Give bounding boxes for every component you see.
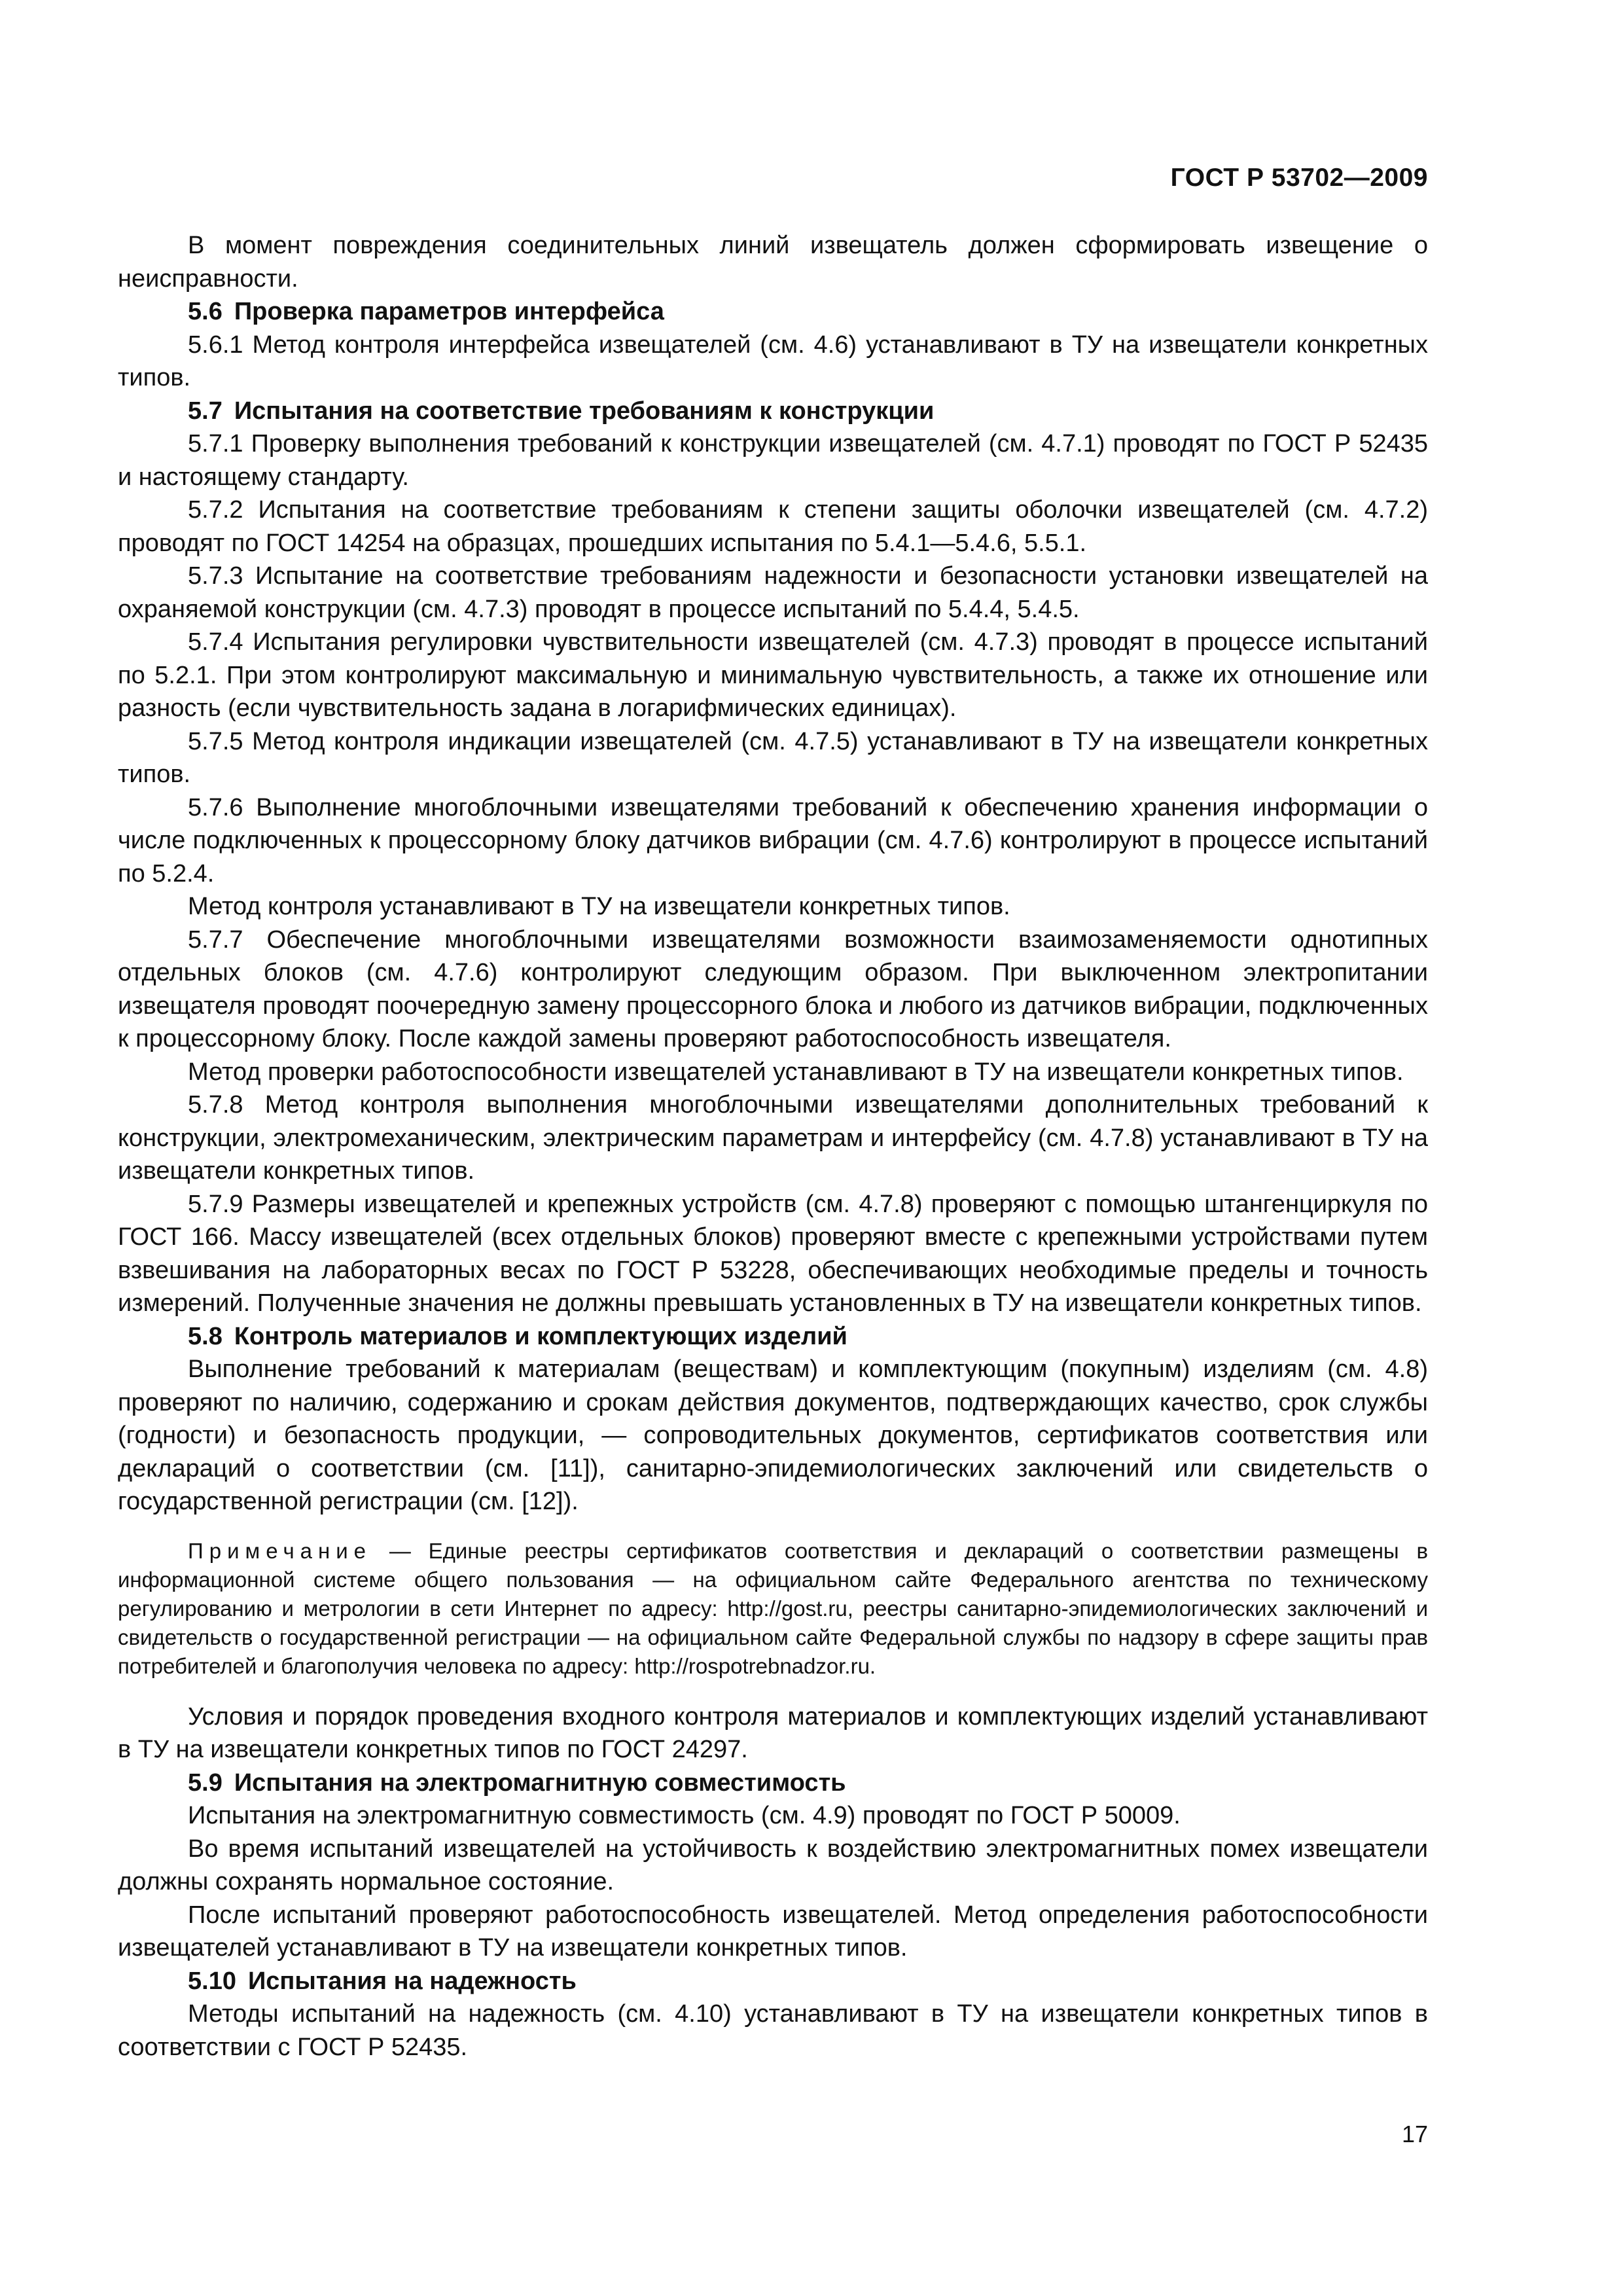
section-heading-5-9 xyxy=(118,1767,1428,1800)
page-body xyxy=(118,229,1428,2064)
section-title: Испытания на соответствие требованиям к конструкции xyxy=(234,397,935,425)
paragraph-5-7-1: 5.7.1 Проверку выполнения требований к конструкции извещателей (см. 4.7.1) проводят по ГОСТ Р 52435 и настоящему стандарту. xyxy=(118,430,1428,491)
paragraph-5-7-3: 5.7.3 Испытание на соответствие требованиям надежности и безопасности установки извещателей на охраняемой конструкции (см. 4.7.3) проводят в процессе испытаний по 5.4.4, 5.4.5. xyxy=(118,562,1428,623)
paragraph: Методы испытаний на надежность (см. 4.10) устанавливают в ТУ на извещатели конкретных типов в соответствии с ГОСТ Р 52435. xyxy=(118,2000,1428,2061)
paragraph-5-7-8: 5.7.8 Метод контроля выполнения многоблочными извещателями дополнительных требований к конструкции, электромеханическим, электрическим параметрам и интерфейсу (см. 4.7.8) устанавливают в ТУ на извещатели конкретных типов. xyxy=(118,1091,1428,1185)
note-text: — Единые реестры сертификатов соответствия и деклараций о соответствии размещены в информационной системе общего пользования — на официальном сайте Федерального агентства по техническому регулированию и метрологии в сети Интернет по адресу: http://gost.ru, реестры санитарно-эпидемиологических заключений и свидетельств о государственной регистрации — на официальном сайте Федеральной службы по надзору в сфере защиты прав потребителей и благополучия человека по адресу: http://rospotrebnadzor.ru. xyxy=(118,1538,1428,1678)
section-title: Испытания на надежность xyxy=(247,1967,577,1995)
section-number: 5.8 xyxy=(188,1322,223,1350)
section-title: Проверка параметров интерфейса xyxy=(234,298,664,325)
paragraph-5-7-2: 5.7.2 Испытания на соответствие требованиям к степени защиты оболочки извещателей (см. 4.7.2) проводят по ГОСТ 14254 на образцах, прошедших испытания по 5.4.1—5.4.6, 5.5.1. xyxy=(118,496,1428,557)
section-title: Контроль материалов и комплектующих изделий xyxy=(234,1322,847,1350)
paragraph-5-6-1: 5.6.1 Метод контроля интерфейса извещателей (см. 4.6) устанавливают в ТУ на извещатели конкретных типов. xyxy=(118,331,1428,391)
note-label: Примечание xyxy=(188,1538,372,1563)
section-heading-5-7 xyxy=(118,395,1428,428)
section-number: 5.6 xyxy=(188,298,223,325)
paragraph-5-7-7: 5.7.7 Обеспечение многоблочными извещателями возможности взаимозаменяемости однотипных отдельных блоков (см. 4.7.6) контролируют следующим образом. При выключенном электропитании извещателя проводят поочередную замену процессорного блока и любого из датчиков вибрации, подключенных к процессорному блоку. После каждой замены проверяют работоспособность извещателя. xyxy=(118,925,1428,1052)
note xyxy=(118,1537,1428,1681)
section-heading-5-6 xyxy=(118,295,1428,329)
section-heading-5-8 xyxy=(118,1320,1428,1354)
paragraph-5-7-6: 5.7.6 Выполнение многоблочными извещателями требований к обеспечению хранения информации о числе подключенных к процессорному блоку датчиков вибрации (см. 4.7.6) контролируют в процессе испытаний по 5.2.4. xyxy=(118,793,1428,888)
section-number: 5.7 xyxy=(188,397,223,425)
paragraph: После испытаний проверяют работоспособность извещателей. Метод определения работоспособности извещателей устанавливают в ТУ на извещатели конкретных типов. xyxy=(118,1901,1428,1962)
page-number: 17 xyxy=(1401,2121,1428,2147)
paragraph-5-8: Выполнение требований к материалам (веществам) и комплектующим (покупным) изделиям (см. 4.8) проверяют по наличию, содержанию и срокам действия документов, подтверждающих качество, срок службы (годности) и безопасность продукции, — сопроводительных документов, сертификатов соответствия или деклараций о соответствии (см. [11]), санитарно-эпидемиологических заключений или свидетельств о государственной регистрации (см. [12]). xyxy=(118,1355,1428,1515)
paragraph: Испытания на электромагнитную совместимость (см. 4.9) проводят по ГОСТ Р 50009. xyxy=(188,1802,1181,1829)
paragraph-5-7-9: 5.7.9 Размеры извещателей и крепежных устройств (см. 4.7.8) проверяют с помощью штангенциркуля по ГОСТ 166. Массу извещателей (всех отдельных блоков) проверяют вместе с крепежными устройствами путем взвешивания на лабораторных весах по ГОСТ Р 53228, обеспечивающих необходимые пределы и точность измерений. Полученные значения не должны превышать установленных в ТУ на извещатели конкретных типов. xyxy=(118,1190,1428,1317)
section-heading-5-10 xyxy=(118,1965,1428,1998)
section-number: 5.10 xyxy=(188,1967,236,1995)
paragraph: Во время испытаний извещателей на устойчивость к воздействию электромагнитных помех извещатели должны сохранять нормальное состояние. xyxy=(118,1835,1428,1895)
paragraph-5-7-5: 5.7.5 Метод контроля индикации извещателей (см. 4.7.5) устанавливают в ТУ на извещатели конкретных типов. xyxy=(118,727,1428,788)
section-number: 5.9 xyxy=(188,1768,223,1797)
paragraph: Метод проверки работоспособности извещателей устанавливают в ТУ на извещатели конкретных типов. xyxy=(188,1058,1404,1086)
standard-header: ГОСТ Р 53702—2009 xyxy=(1170,164,1428,192)
section-title: Испытания на электромагнитную совместимость xyxy=(234,1768,846,1797)
paragraph: Условия и порядок проведения входного контроля материалов и комплектующих изделий устанавливают в ТУ на извещатели конкретных типов по ГОСТ 24297. xyxy=(118,1702,1428,1763)
paragraph-5-7-4: 5.7.4 Испытания регулировки чувствительности извещателей (см. 4.7.3) проводят в процессе испытаний по 5.2.1. При этом контролируют максимальную и минимальную чувствительность, а также их отношение или разность (если чувствительность задана в логарифмических единицах). xyxy=(118,628,1428,722)
paragraph: В момент повреждения соединительных линий извещатель должен сформировать извещение о неисправности. xyxy=(118,232,1428,293)
paragraph: Метод контроля устанавливают в ТУ на извещатели конкретных типов. xyxy=(188,893,1010,920)
